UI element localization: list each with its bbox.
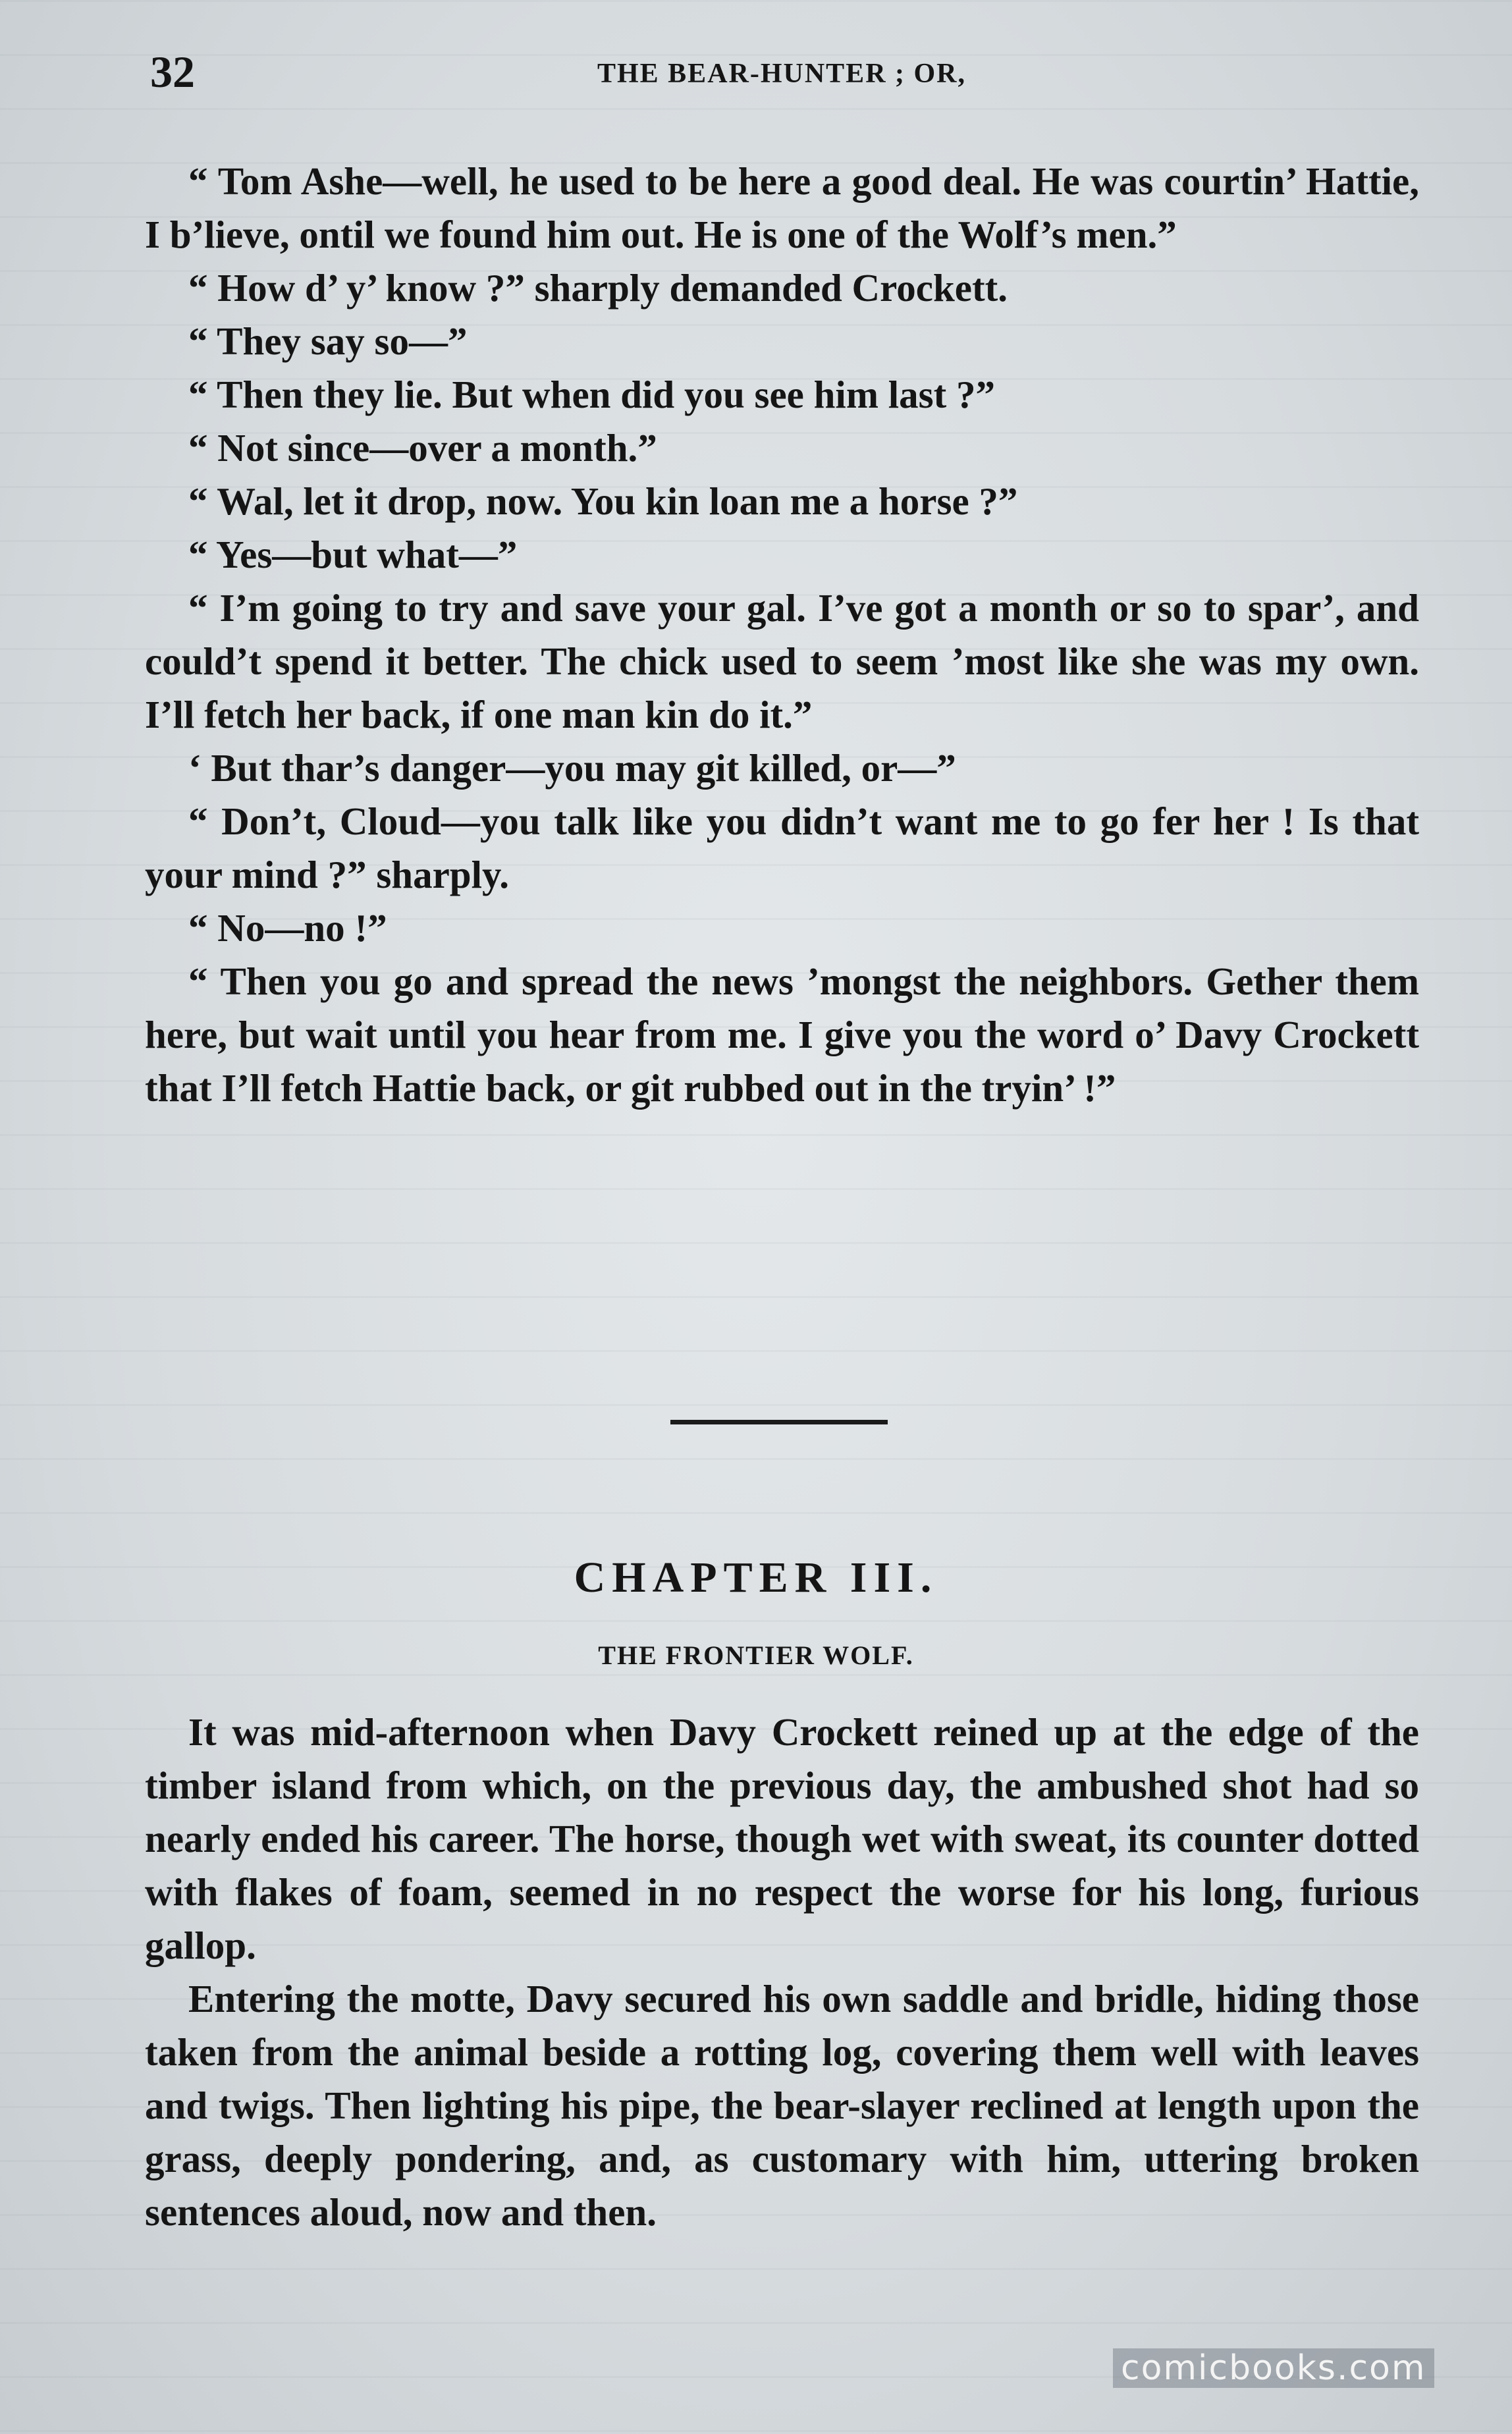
paragraph: It was mid-afternoon when Davy Crockett reined up at the edge of the timber island from which, on the previous day, the ambushed shot had so nearly ended his career. The horse, though wet with sweat, its counter dotted with flakes of foam, seemed in no respect the worse for his long, furious gallop. xyxy=(145,1710,1419,1967)
paragraph: “ Not since—over a month.” xyxy=(188,426,657,470)
paragraph: “ I’m going to try and save your gal. I’ve got a month or so to spar’, and could’t spend it better. The chick used to seem ’most like she was my own. I’ll fetch her back, if one man kin do it.” xyxy=(145,586,1419,736)
dialogue-section xyxy=(145,155,1419,1115)
chapter-subtitle: THE FRONTIER WOLF. xyxy=(598,1640,914,1670)
paragraph: “ No—no !” xyxy=(188,906,387,950)
paragraph: “ How d’ y’ know ?” sharply demanded Crockett. xyxy=(188,266,1008,310)
running-title: THE BEAR-HUNTER ; OR, xyxy=(597,59,967,89)
paragraph: Entering the motte, Davy secured his own saddle and bridle, hiding those taken from the animal beside a rotting log, covering them well with leaves and twigs. Then lighting his pipe, the bear-slayer reclined at length upon the grass, deeply pondering, and, as customary with him, uttering broken sentences aloud, now and then. xyxy=(145,1977,1419,2234)
paragraph: ‘ But thar’s danger—you may git killed, or—” xyxy=(188,746,956,790)
section-divider xyxy=(670,1420,888,1424)
page-number: 32 xyxy=(150,47,195,97)
paragraph: “ Wal, let it drop, now. You kin loan me a horse ?” xyxy=(188,479,1018,523)
page-header xyxy=(150,46,1413,105)
watermark: comicbooks.com xyxy=(1113,2348,1434,2388)
chapter-body xyxy=(145,1706,1419,2239)
paragraph: “ Tom Ashe—well, he used to be here a good deal. He was courtin’ Hattie, I b’lieve, ontil we found him out. He is one of the Wolf’s men.” xyxy=(145,159,1419,256)
paragraph: “ They say so—” xyxy=(188,319,468,363)
paragraph: “ Then you go and spread the news ’mongst the neighbors. Gether them here, but wait until you hear from me. I give you the word o’ Davy Crockett that I’ll fetch Hattie back, or git rubbed out in the tryin’ !” xyxy=(145,960,1419,1110)
paragraph: “ Yes—but what—” xyxy=(188,533,518,576)
paragraph: “ Don’t, Cloud—you talk like you didn’t want me to go fer her ! Is that your mind ?” sharply. xyxy=(145,799,1419,896)
paragraph: “ Then they lie. But when did you see him last ?” xyxy=(188,373,995,416)
chapter-title: CHAPTER III. xyxy=(574,1554,938,1602)
